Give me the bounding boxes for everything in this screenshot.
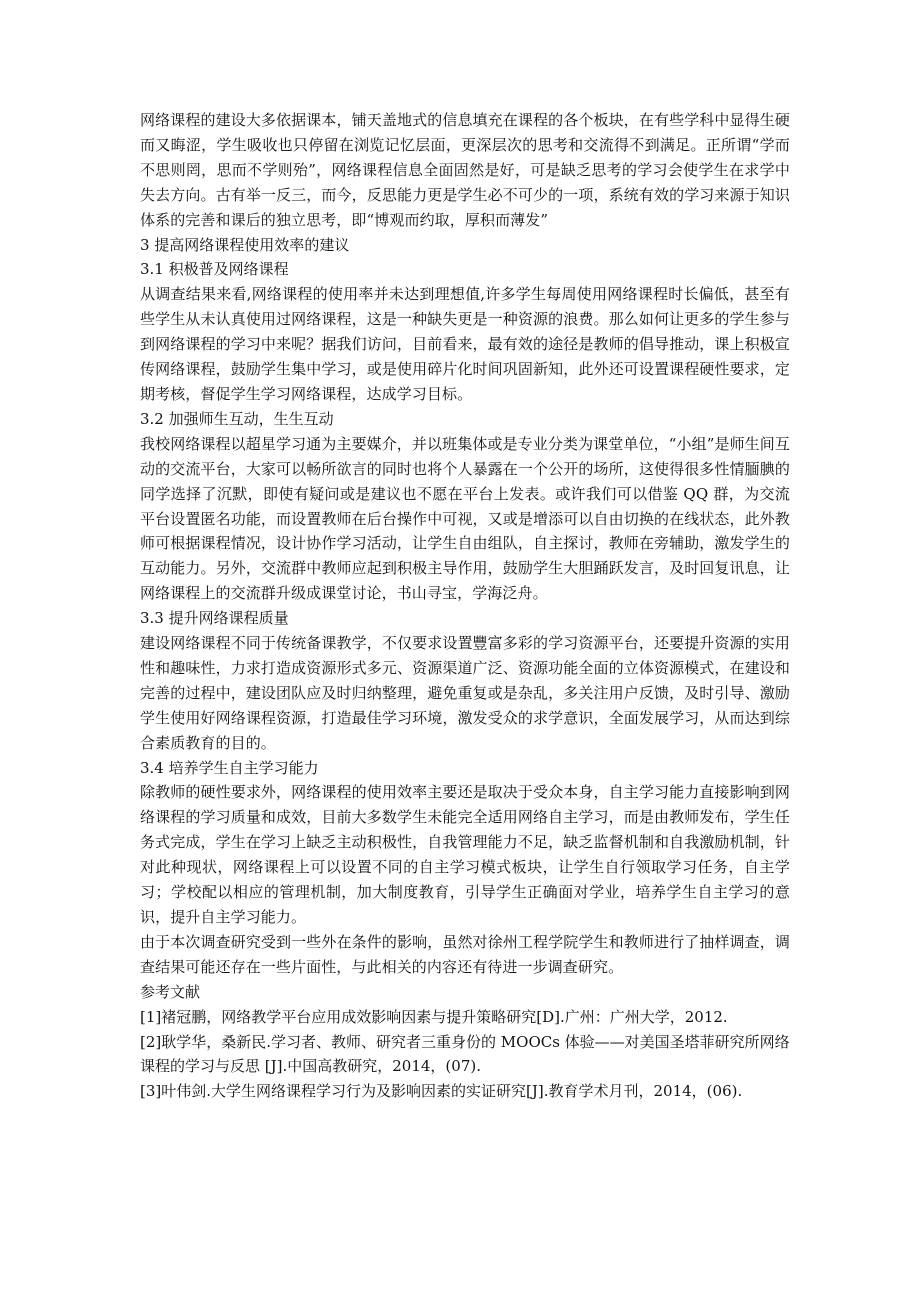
section-3-4-heading: 3.4 培养学生自主学习能力 [140, 758, 319, 777]
reference-item-3: [3]叶伟剑.大学生网络课程学习行为及影响因素的实证研究[J].教育学术月刊，2014，(06). [140, 1082, 743, 1101]
section-3-4-body: 除教师的硬性要求外，网络课程的使用效率主要还是取决于受众本身，自主学习能力直接影响到网络课程的学习质量和成效，目前大多数学生未能完全适用网络自主学习，而是由教师发布，学生任务式完成，学生在学习上缺乏主动积极性，自我管理能力不足，缺乏监督机制和自我激励机制，针对此种现状，网络课程上可以设置不同的自主学习模式板块，让学生自行领取学习任务，自主学习；学校配以相应的管理机制，加大制度教育，引导学生正确面对学业，培养学生自主学习的意识，提升自主学习能力。 [140, 783, 790, 926]
section-3-heading: 3 提高网络课程使用效率的建议 [140, 235, 350, 254]
reference-item-1: [1]褚冠鹏，网络教学平台应用成效影响因素与提升策略研究[D].广州：广州大学，2012. [140, 1007, 728, 1026]
section-3-2-heading: 3.2 加强师生互动，生生互动 [140, 409, 334, 428]
document-page [140, 108, 790, 1104]
section-3-1-heading: 3.1 积极普及网络课程 [140, 260, 289, 279]
section-3-3-heading: 3.3 提升网络课程质量 [140, 609, 289, 628]
section-3-2-body: 我校网络课程以超星学习通为主要媒介，并以班集体或是专业分类为课堂单位，“小组”是师生间互动的交流平台，大家可以畅所欲言的同时也将个人暴露在一个公开的场所，这使得很多性情腼腆的同学选择了沉默，即使有疑问或是建议也不愿在平台上发表。或许我们可以借鉴 QQ 群，为交流平台设置匿名功能，而设置教师在后台操作中可视，又或是增添可以自由切换的在线状态，此外教师可根据课程情况，设计协作学习活动，让学生自由组队，自主探讨，教师在旁辅助，激发学生的互动能力。另外，交流群中教师应起到积极主导作用，鼓励学生大胆踊跃发言，及时回复讯息，让网络课程上的交流群升级成课堂讨论，书山寻宝，学海泛舟。 [140, 434, 790, 603]
intro-paragraph: 网络课程的建设大多依据课本，铺天盖地式的信息填充在课程的各个板块，在有些学科中显得生硬而又晦涩，学生吸收也只停留在浏览记忆层面，更深层次的思考和交流得不到满足。正所谓“学而不思则罔，思而不学则殆”，网络课程信息全面固然是好，可是缺乏思考的学习会使学生在求学中失去方向。古有举一反三，而今，反思能力更是学生必不可少的一项，系统有效的学习来源于知识体系的完善和课后的独立思考，即“博观而约取，厚积而薄发” [140, 111, 790, 229]
closing-paragraph: 由于本次调查研究受到一些外在条件的影响，虽然对徐州工程学院学生和教师进行了抽样调查，调查结果可能还存在一些片面性，与此相关的内容还有待进一步调查研究。 [140, 932, 790, 976]
reference-item-2: [2]耿学华，桑新民.学习者、教师、研究者三重身份的 MOOCs 体验——对美国圣塔菲研究所网络课程的学习与反思 [J].中国高教研究，2014，(07). [140, 1032, 790, 1076]
references-heading: 参考文献 [140, 982, 201, 1001]
section-3-1-body: 从调查结果来看,网络课程的使用率并未达到理想值,许多学生每周使用网络课程时长偏低，甚至有些学生从未认真使用过网络课程，这是一种缺失更是一种资源的浪费。那么如何让更多的学生参与到网络课程的学习中来呢？据我们访问，目前看来，最有效的途径是教师的倡导推动，课上积极宣传网络课程，鼓励学生集中学习，或是使用碎片化时间巩固新知，此外还可设置课程硬性要求，定期考核，督促学生学习网络课程，达成学习目标。 [140, 285, 790, 403]
section-3-3-body: 建设网络课程不同于传统备课教学，不仅要求设置豐富多彩的学习资源平台，还要提升资源的实用性和趣味性，力求打造成资源形式多元、资源渠道广泛、资源功能全面的立体资源模式，在建设和完善的过程中，建设团队应及时归纳整理，避免重复或是杂乱，多关注用户反馈，及时引导、激励学生使用好网络课程资源，打造最佳学习环境，激发受众的求学意识，全面发展学习，从而达到综合素质教育的目的。 [140, 634, 790, 752]
